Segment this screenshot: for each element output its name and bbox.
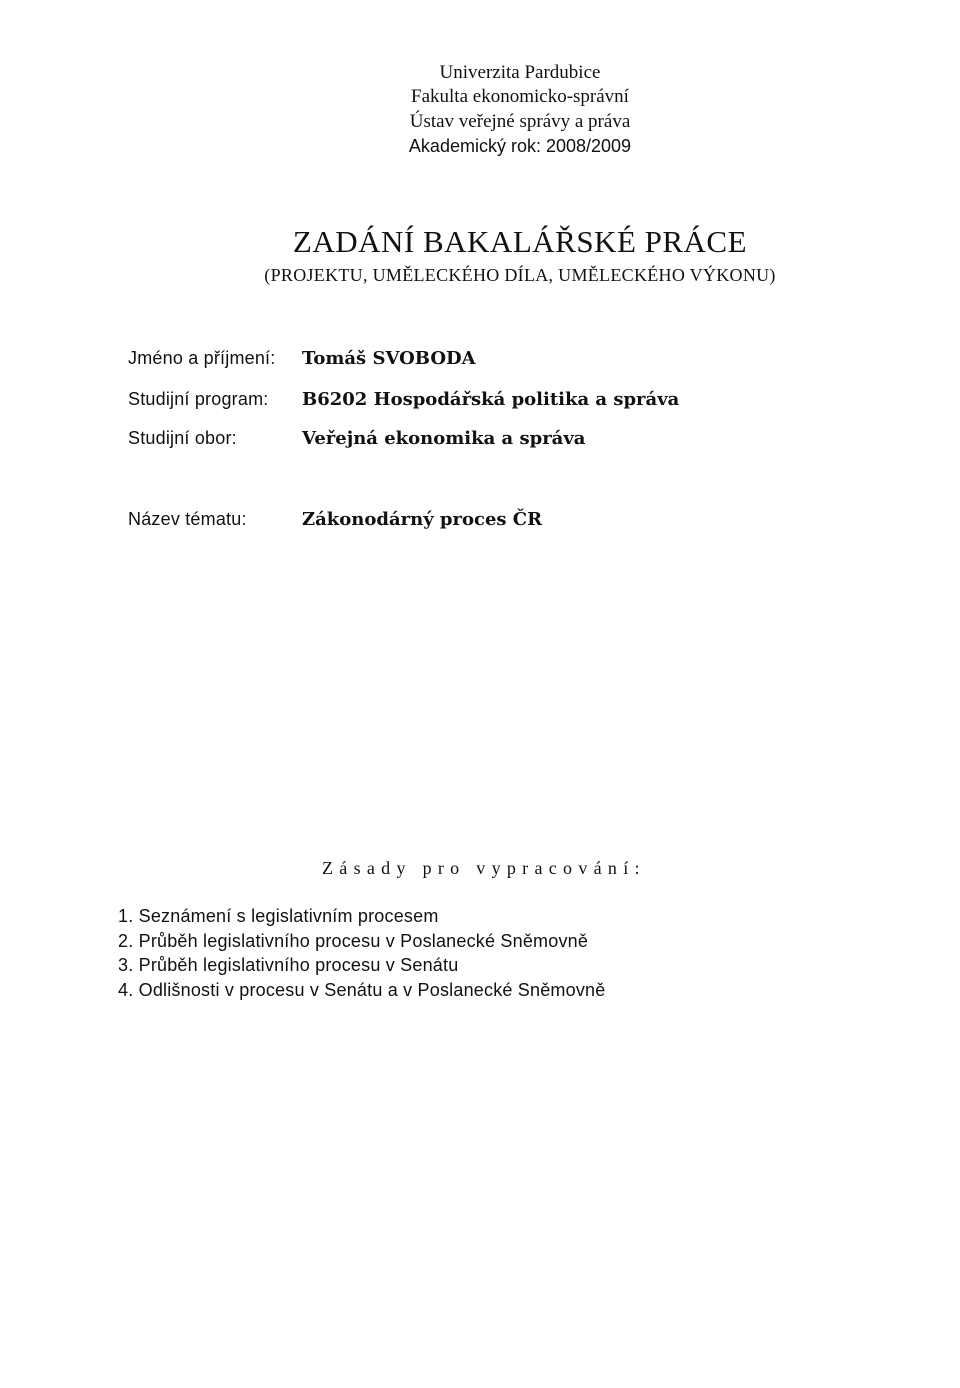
institute-name: Ústav veřejné správy a práva <box>409 111 631 132</box>
topic-label: Název tématu: <box>128 509 247 529</box>
program-value: B6202 Hospodářská politika a správa <box>302 389 680 410</box>
university-name: Univerzita Pardubice <box>439 62 601 83</box>
list-item: 1. Seznámení s legislativním procesem <box>118 906 439 926</box>
name-label: Jméno a příjmení: <box>128 348 276 368</box>
academic-year: Akademický rok: 2008/2009 <box>408 136 632 156</box>
faculty-name: Fakulta ekonomicko-správní <box>411 86 629 107</box>
list-item: 3. Průběh legislativního procesu v Senátu <box>118 955 459 975</box>
document-title: ZADÁNÍ BAKALÁŘSKÉ PRÁCE <box>292 224 748 259</box>
field-label: Studijní obor: <box>128 428 237 448</box>
principles-list <box>118 904 605 1002</box>
field-value: Veřejná ekonomika a správa <box>302 428 586 449</box>
name-value: Tomáš SVOBODA <box>302 348 476 369</box>
list-item: 2. Průběh legislativního procesu v Poslanecké Sněmovně <box>118 930 589 951</box>
principles-heading: Zásady pro vypracování: <box>322 858 646 878</box>
list-item: 4. Odlišnosti v procesu v Senátu a v Poslanecké Sněmovně <box>118 979 606 1000</box>
topic-value: Zákonodárný proces ČR <box>302 509 543 530</box>
program-label: Studijní program: <box>128 389 269 409</box>
document-subtitle: (PROJEKTU, UMĚLECKÉHO DÍLA, UMĚLECKÉHO VÝKONU) <box>264 265 776 285</box>
